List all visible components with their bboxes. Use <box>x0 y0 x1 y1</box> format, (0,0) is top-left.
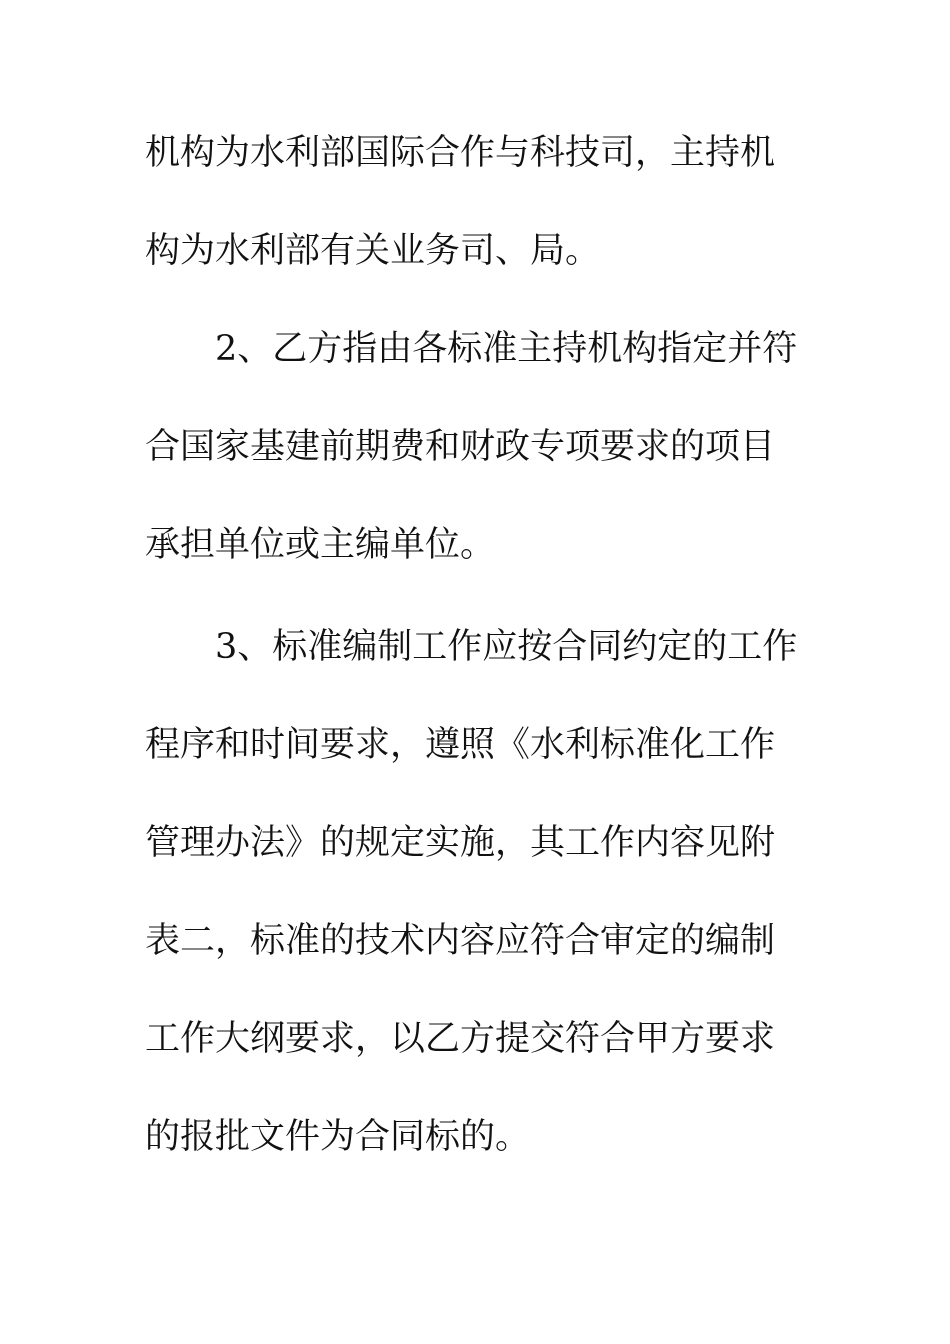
paragraph-3-line-4: 表二，标准的技术内容应符合审定的编制 <box>145 921 776 961</box>
paragraph-3-line-5: 工作大纲要求，以乙方提交符合甲方要求 <box>145 1019 776 1059</box>
paragraph-3-line-2: 程序和时间要求，遵照《水利标准化工作 <box>145 725 776 765</box>
paragraph-1-line-1: 机构为水利部国际合作与科技司，主持机 <box>145 133 776 173</box>
paragraph-2-line-3: 承担单位或主编单位。 <box>145 525 496 565</box>
paragraph-2-line-2: 合国家基建前期费和财政专项要求的项目 <box>145 427 776 467</box>
paragraph-3-line-3: 管理办法》的规定实施，其工作内容见附 <box>145 823 776 863</box>
paragraph-2-line-1: 2、乙方指由各标准主持机构指定并符 <box>215 329 798 369</box>
paragraph-1-line-2: 构为水利部有关业务司、局。 <box>145 231 601 271</box>
paragraph-3-line-6: 的报批文件为合同标的。 <box>145 1117 531 1157</box>
paragraph-3-line-1: 3、标准编制工作应按合同约定的工作 <box>215 627 798 667</box>
